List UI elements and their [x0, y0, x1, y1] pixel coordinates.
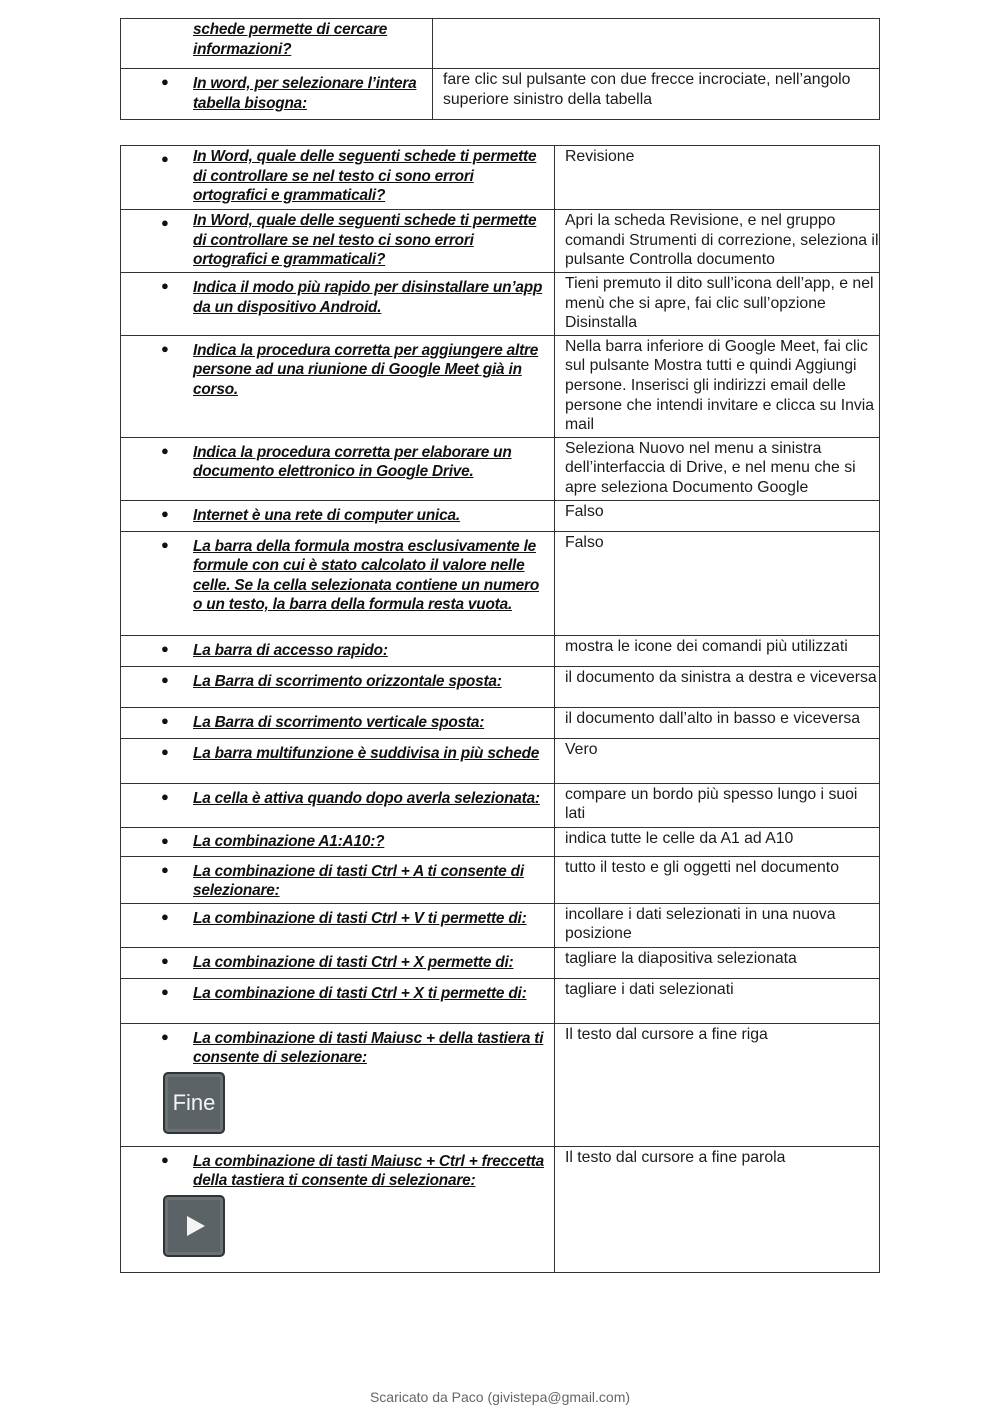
bullet-icon: ●: [161, 983, 169, 999]
answer-cell: [555, 856, 880, 903]
answer-cell: [555, 1146, 880, 1272]
table-row: [121, 903, 880, 947]
bullet-icon: ●: [161, 1028, 169, 1044]
answer-text: indica tutte le celle da A1 ad A10: [565, 829, 794, 847]
bullet-icon: ●: [161, 952, 169, 968]
answer-text: mostra le icone dei comandi più utilizzati: [565, 637, 848, 655]
bullet-icon: ●: [161, 712, 169, 728]
question-cell: [121, 146, 555, 210]
answer-text: Apri la scheda Revisione, e nel gruppo comandi Strumenti di correzione, seleziona il pulsante Controlla documento: [565, 212, 879, 269]
bullet-icon: ●: [161, 536, 169, 552]
question-text: Internet è una rete di computer unica.: [193, 506, 460, 524]
table-row: [121, 738, 880, 783]
answer-cell: [555, 666, 880, 707]
question-text: La Barra di scorrimento orizzontale sposta:: [193, 672, 502, 690]
question-text: La barra multifunzione è suddivisa in più schede: [193, 744, 540, 762]
question-cell: [121, 437, 555, 500]
answer-cell: [555, 531, 880, 635]
question-text: La barra della formula mostra esclusivamente le formule con cui è stato calcolato il valore nelle celle. Se la cella selezionata contiene un numero o un testo, la barra della formula resta vuota.: [193, 537, 540, 614]
question-cell: [121, 335, 555, 437]
question-text: La cella è attiva quando dopo averla selezionata:: [193, 789, 540, 807]
bullet-icon: ●: [161, 278, 169, 293]
table-row: [121, 531, 880, 635]
answer-cell: [433, 69, 880, 120]
answer-cell: [555, 738, 880, 783]
bullet-icon: ●: [161, 671, 169, 687]
bullet-icon: ●: [161, 832, 169, 848]
answer-text: il documento dall’alto in basso e viceversa: [565, 709, 861, 727]
question-cell: [121, 903, 555, 947]
fine-key-label: Fine: [172, 1089, 216, 1115]
bullet-icon: ●: [161, 1151, 169, 1167]
bullet-icon: ●: [161, 861, 169, 877]
answer-text: compare un bordo più spesso lungo i suoi lati: [565, 785, 858, 823]
question-text: In word, per selezionare l’intera tabella bisogna:: [193, 75, 417, 112]
question-text: La combinazione di tasti Maiusc + della tastiera ti consente di selezionare:: [193, 1029, 544, 1067]
question-cell: [121, 210, 555, 273]
answer-cell: [555, 903, 880, 947]
table-row: [121, 666, 880, 707]
question-cell: [121, 531, 555, 635]
qa-table-top: [120, 18, 880, 120]
answer-cell: [555, 335, 880, 437]
question-cell: [121, 783, 555, 827]
question-text: La combinazione di tasti Ctrl + X ti permette di:: [193, 984, 527, 1002]
answer-text: Il testo dal cursore a fine riga: [565, 1025, 768, 1043]
answer-text: Tieni premuto il dito sull’icona dell’app, e nel menù che si apre, fai clic sull’opzione Disinstalla: [565, 275, 874, 332]
answer-text: Vero: [565, 740, 598, 758]
answer-text: incollare i dati selezionati in una nuova posizione: [565, 905, 836, 943]
answer-cell: [555, 1023, 880, 1146]
question-cell: [121, 738, 555, 783]
table-row: [121, 1146, 880, 1272]
question-text: In Word, quale delle seguenti schede ti permette di controllare se nel testo ci sono errori ortografici e grammaticali?: [193, 212, 537, 268]
play-arrow-icon: [187, 1216, 205, 1236]
table-row: [121, 947, 880, 978]
table-row: [121, 978, 880, 1023]
question-cell: [121, 947, 555, 978]
bullet-icon: ●: [161, 74, 169, 89]
right-arrow-key-icon: [163, 1195, 225, 1257]
question-cell: [121, 707, 555, 738]
footer-download-note: Scaricato da Paco (givistepa@gmail.com): [369, 1389, 631, 1405]
question-cell: [121, 1023, 555, 1146]
table-row: [121, 69, 880, 120]
bullet-icon: ●: [161, 151, 169, 166]
question-text: Indica la procedura corretta per aggiungere altre persone ad una riunione di Google Meet già in corso.: [193, 341, 539, 398]
answer-cell: [555, 978, 880, 1023]
answer-text: Nella barra inferiore di Google Meet, fai clic sul pulsante Mostra tutti e quindi Aggiungi persone. Inserisci gli indirizzi email delle persone che intendi invitare e clicca su Invia mail: [565, 337, 875, 434]
answer-cell: [555, 273, 880, 336]
table-row: [121, 335, 880, 437]
question-text: Indica la procedura corretta per elaborare un documento elettronico in Google Drive.: [193, 443, 512, 481]
answer-cell: [555, 827, 880, 856]
answer-cell: [555, 210, 880, 273]
question-cell: [121, 635, 555, 666]
table-row: [121, 500, 880, 531]
fine-key-icon: [163, 1072, 225, 1134]
bullet-icon: ●: [161, 215, 169, 230]
question-cell: [121, 827, 555, 856]
answer-cell: [555, 707, 880, 738]
question-text: schede permette di cercare informazioni?: [193, 21, 388, 58]
table-row: [121, 19, 880, 69]
table-row: [121, 827, 880, 856]
bullet-icon: ●: [161, 442, 169, 458]
table-row: [121, 707, 880, 738]
answer-text: Revisione: [565, 148, 635, 165]
question-text: La Barra di scorrimento verticale sposta:: [193, 713, 485, 731]
answer-cell: [433, 19, 880, 69]
answer-text: Il testo dal cursore a fine parola: [565, 1148, 786, 1166]
answer-text: il documento da sinistra a destra e viceversa: [565, 668, 877, 686]
answer-text: Falso: [565, 533, 604, 551]
question-text: Indica il modo più rapido per disinstallare un’app da un dispositivo Android.: [193, 279, 543, 316]
question-cell: [121, 856, 555, 903]
question-text: In Word, quale delle seguenti schede ti permette di controllare se nel testo ci sono errori ortografici e grammaticali?: [193, 148, 537, 204]
table-row: [121, 437, 880, 500]
answer-text: Falso: [565, 502, 604, 520]
answer-text: fare clic sul pulsante con due frecce incrociate, nell’angolo superiore sinistro della tabella: [443, 71, 851, 108]
question-cell: [121, 1146, 555, 1272]
question-cell: [121, 19, 433, 69]
question-text: La combinazione di tasti Ctrl + V ti permette di:: [193, 909, 527, 927]
question-text: La combinazione A1:A10:?: [193, 832, 385, 850]
table-row: [121, 1023, 880, 1146]
bullet-icon: ●: [161, 505, 169, 521]
answer-cell: [555, 783, 880, 827]
answer-text: tagliare i dati selezionati: [565, 980, 734, 998]
question-cell: [121, 273, 555, 336]
question-text: La barra di accesso rapido:: [193, 641, 388, 659]
question-text: La combinazione di tasti Ctrl + A ti consente di selezionare:: [193, 862, 524, 900]
answer-text: Seleziona Nuovo nel menu a sinistra dell’interfaccia di Drive, e nel menu che si apre seleziona Documento Google: [565, 439, 856, 496]
qa-table-main: [120, 145, 880, 1273]
question-cell: [121, 69, 433, 120]
question-text: La combinazione di tasti Maiusc + Ctrl + freccetta della tastiera ti consente di selezionare:: [193, 1152, 544, 1190]
answer-text: tagliare la diapositiva selezionata: [565, 949, 797, 967]
answer-cell: [555, 146, 880, 210]
table-row: [121, 635, 880, 666]
answer-cell: [555, 635, 880, 666]
answer-cell: [555, 500, 880, 531]
answer-cell: [555, 947, 880, 978]
table-row: [121, 856, 880, 903]
bullet-icon: ●: [161, 908, 169, 924]
table-row: [121, 273, 880, 336]
table-row: [121, 783, 880, 827]
bullet-icon: ●: [161, 743, 169, 759]
bullet-icon: ●: [161, 788, 169, 804]
question-text: La combinazione di tasti Ctrl + X permette di:: [193, 953, 514, 971]
table-row: [121, 146, 880, 210]
answer-cell: [555, 437, 880, 500]
table-row: [121, 210, 880, 273]
bullet-icon: ●: [161, 340, 169, 356]
question-cell: [121, 666, 555, 707]
question-cell: [121, 978, 555, 1023]
question-cell: [121, 500, 555, 531]
bullet-icon: ●: [161, 640, 169, 656]
answer-text: tutto il testo e gli oggetti nel documento: [565, 858, 839, 876]
